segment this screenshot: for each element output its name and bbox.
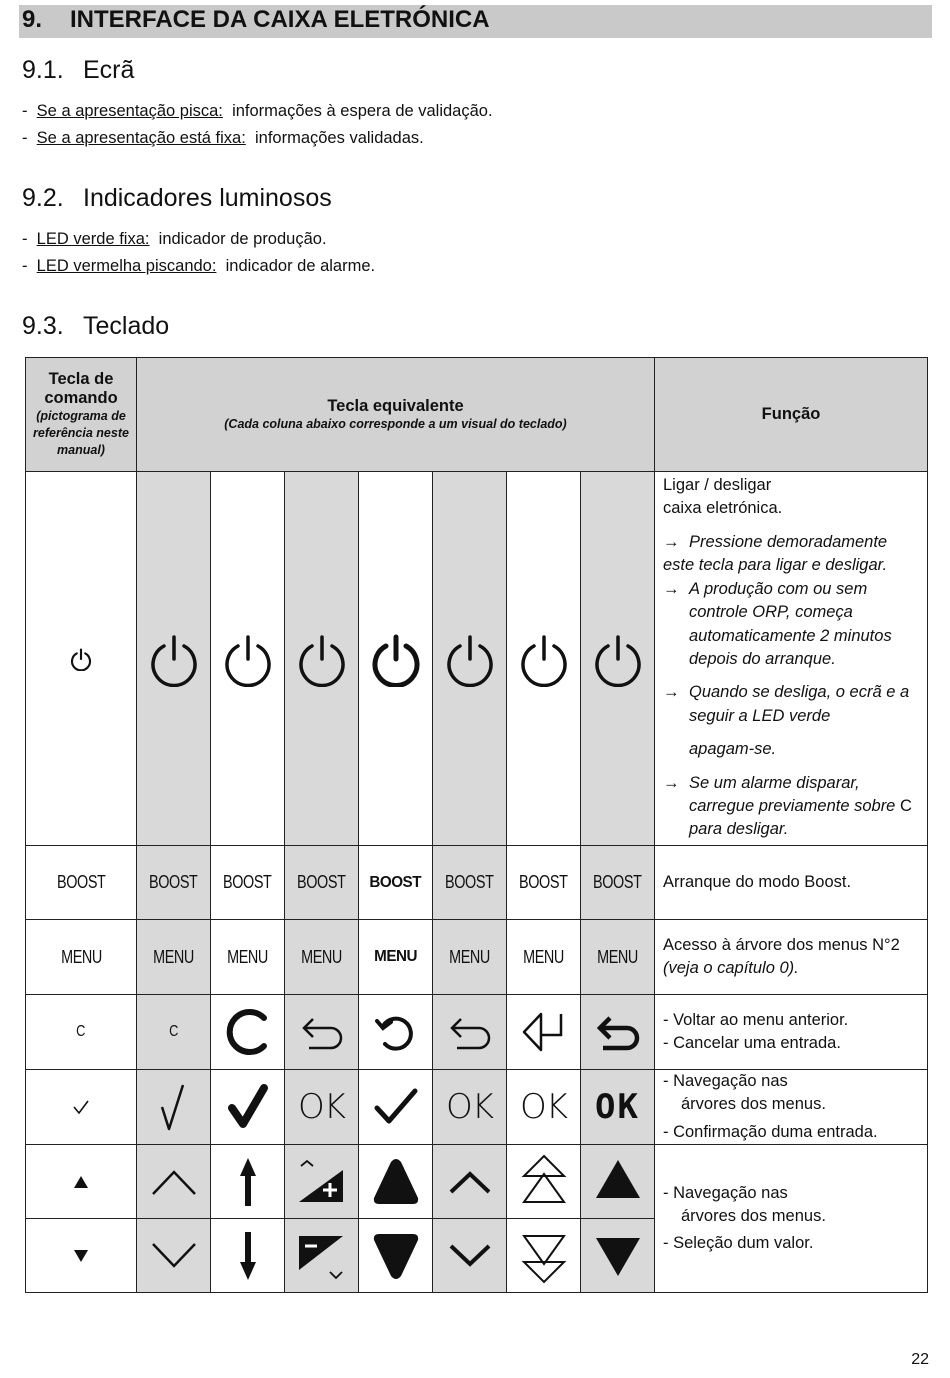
boost-key: BOOST <box>433 846 507 920</box>
heading-9-1: 9.1. Ecrã <box>22 56 135 84</box>
cancel-function: - Voltar ao menu anterior. - Cancelar uma entrada. <box>655 995 928 1070</box>
arrow-down-icon <box>211 1219 285 1293</box>
arrow-up-icon <box>211 1145 285 1219</box>
list-item: - Se a apresentação está fixa: informações validadas. <box>22 129 424 147</box>
chevron-up-icon <box>137 1145 211 1219</box>
table-header-row <box>26 358 928 472</box>
chevron-down-bold-icon <box>433 1219 507 1293</box>
power-icon <box>285 472 359 846</box>
list-item: - LED vermelha piscando: indicador de alarme. <box>22 257 376 275</box>
down-triangle-icon <box>26 1219 137 1293</box>
back-arrow-bold-icon <box>581 995 655 1070</box>
table-row-ok <box>26 1070 928 1145</box>
back-arrow-icon <box>433 995 507 1070</box>
power-icon <box>26 472 137 846</box>
list-item: - LED verde fixa: indicador de produção. <box>22 230 327 248</box>
cancel-key-c-icon <box>211 995 285 1070</box>
table-row-up <box>26 1145 928 1219</box>
triangle-down-icon <box>359 1219 433 1293</box>
boost-function: Arranque do modo Boost. <box>655 846 928 920</box>
boost-key: BOOST <box>507 846 581 920</box>
boost-key: BOOST <box>359 846 433 920</box>
cancel-key: C <box>26 995 137 1070</box>
header-command-key: Tecla de comando (pictograma de referência neste manual) <box>26 358 137 472</box>
chevron-down-icon <box>137 1219 211 1293</box>
menu-key: MENU <box>26 920 137 995</box>
triangle-down-icon <box>581 1219 655 1293</box>
check-bold-icon <box>211 1070 285 1145</box>
header-equivalent-key: Tecla equivalente (Cada coluna abaixo corresponde a um visual do teclado) <box>137 358 655 472</box>
power-icon <box>137 472 211 846</box>
menu-key: MENU <box>581 920 655 995</box>
menu-key: MENU <box>137 920 211 995</box>
check-icon <box>359 1070 433 1145</box>
menu-function: Acesso à árvore dos menus N°2 (veja o capítulo 0). <box>655 920 928 995</box>
check-thin-icon <box>137 1070 211 1145</box>
power-icon <box>433 472 507 846</box>
power-icon <box>211 472 285 846</box>
table-row-boost <box>26 846 928 920</box>
header-function: Função <box>655 358 928 472</box>
ok-key-bold: OK <box>581 1070 655 1145</box>
triangle-up-icon <box>359 1145 433 1219</box>
cancel-key: C <box>137 995 211 1070</box>
boost-key: BOOST <box>26 846 137 920</box>
menu-key: MENU <box>359 920 433 995</box>
page-number: 22 <box>911 1351 929 1368</box>
chevron-up-bold-icon <box>433 1145 507 1219</box>
back-arrow-icon <box>285 995 359 1070</box>
power-function: Ligar / desligar caixa eletrónica. → Pressione demoradamente este tecla para ligar e desligar. → A produção com ou sem controle ORP, começa automaticamente 2 minutos depois do arranque. → Quando se desliga, o ecrã e a seguir a LED verde apagam-se. → Se um alarme disparar, carregue previamente sobre C para desligar. <box>655 472 928 846</box>
heading-9-3: 9.3. Teclado <box>22 312 170 340</box>
keypad-table <box>25 357 928 1293</box>
boost-key: BOOST <box>137 846 211 920</box>
menu-key: MENU <box>211 920 285 995</box>
power-icon <box>359 472 433 846</box>
ok-key: OK <box>507 1070 581 1145</box>
ok-function: - Navegação nas árvores dos menus. - Confirmação duma entrada. <box>655 1070 928 1145</box>
triangle-up-icon <box>581 1145 655 1219</box>
enter-left-icon <box>507 995 581 1070</box>
list-item: - Se a apresentação pisca: informações à espera de validação. <box>22 102 493 120</box>
undo-circle-icon <box>359 995 433 1070</box>
boost-key: BOOST <box>211 846 285 920</box>
table-row-power <box>26 472 928 846</box>
double-triangle-up-icon <box>507 1145 581 1219</box>
section-title: 9. INTERFACE DA CAIXA ELETRÓNICA <box>22 6 490 33</box>
power-icon <box>581 472 655 846</box>
menu-key: MENU <box>433 920 507 995</box>
up-triangle-icon <box>26 1145 137 1219</box>
menu-key: MENU <box>507 920 581 995</box>
boost-key: BOOST <box>285 846 359 920</box>
check-icon <box>26 1070 137 1145</box>
double-triangle-down-icon <box>507 1219 581 1293</box>
plus-wedge-icon <box>285 1145 359 1219</box>
minus-wedge-icon <box>285 1219 359 1293</box>
menu-key: MENU <box>285 920 359 995</box>
power-icon <box>507 472 581 846</box>
ok-key: OK <box>285 1070 359 1145</box>
table-row-cancel <box>26 995 928 1070</box>
ok-key: OK <box>433 1070 507 1145</box>
table-row-menu <box>26 920 928 995</box>
navigation-function: - Navegação nas árvores dos menus. - Seleção dum valor. <box>655 1145 928 1293</box>
heading-9-2: 9.2. Indicadores luminosos <box>22 184 332 212</box>
boost-key: BOOST <box>581 846 655 920</box>
